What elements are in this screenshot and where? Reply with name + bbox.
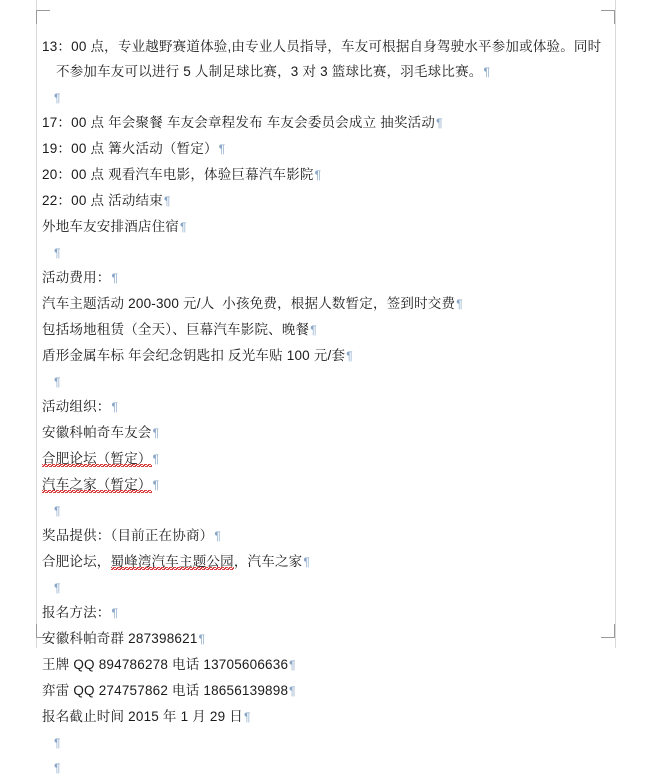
paragraph-mark: ¶ xyxy=(54,581,61,595)
paragraph-text: 弈雷 QQ 274757862 电话 18656139898 xyxy=(42,683,289,698)
paragraph-mark: ¶ xyxy=(456,297,463,311)
empty-paragraph xyxy=(42,755,612,780)
paragraph-mark: ¶ xyxy=(483,65,491,79)
paragraph xyxy=(42,652,612,678)
paragraph xyxy=(42,626,612,652)
paragraph-mark: ¶ xyxy=(54,761,61,775)
paragraph xyxy=(42,523,612,549)
paragraph-text: 安徽科帕奇群 287398621 xyxy=(42,631,198,646)
paragraph xyxy=(42,317,612,343)
paragraph-mark: ¶ xyxy=(198,632,206,646)
paragraph-mark: ¶ xyxy=(289,684,296,698)
paragraph xyxy=(42,34,612,85)
spellcheck-underlined-text: 蜀峰湾汽车主题公园 xyxy=(110,554,234,569)
paragraph-text: 20：00 点 观看汽车电影，体验巨幕汽车影院 xyxy=(42,167,314,182)
paragraph-mark: ¶ xyxy=(436,116,443,130)
empty-paragraph xyxy=(42,498,612,523)
empty-paragraph xyxy=(42,575,612,600)
empty-paragraph xyxy=(42,85,612,110)
paragraph-mark: ¶ xyxy=(214,529,222,543)
paragraph-text: 19：00 点 篝火活动（暂定） xyxy=(42,141,218,156)
paragraph-text: 合肥论坛，蜀峰湾汽车主题公园，汽车之家 xyxy=(42,554,303,569)
paragraph-text: 安徽科帕奇车友会 xyxy=(42,425,152,440)
paragraph-mark: ¶ xyxy=(54,375,61,389)
paragraph-text: 王牌 QQ 894786278 电话 13705606636 xyxy=(42,657,289,672)
paragraph-mark: ¶ xyxy=(218,142,226,156)
margin-mark-top-right xyxy=(601,10,615,24)
paragraph-mark: ¶ xyxy=(346,349,353,363)
empty-paragraph xyxy=(42,369,612,394)
paragraph-text: 盾形金属车标 年会纪念钥匙扣 反光车贴 100 元/套 xyxy=(42,348,346,363)
paragraph-mark: ¶ xyxy=(111,400,119,414)
paragraph-text: 活动费用： xyxy=(42,270,111,285)
paragraph-mark: ¶ xyxy=(54,736,61,750)
paragraph-text: 外地车友安排酒店住宿 xyxy=(42,219,179,234)
paragraph-mark: ¶ xyxy=(54,91,61,105)
paragraph xyxy=(42,162,612,188)
paragraph-mark: ¶ xyxy=(163,194,171,208)
paragraph-mark: ¶ xyxy=(310,323,317,337)
paragraph xyxy=(42,472,612,498)
paragraph-text: 汽车之家（暂定） xyxy=(42,477,152,492)
empty-paragraph xyxy=(42,240,612,265)
paragraph-text: 13：00 点，专业越野赛道体验,由专业人员指导，车友可根据自身驾驶水平参加或体验。同时不参加车友可以进行 5 人制足球比赛，3 对 3 篮球比赛，羽毛球比赛。 xyxy=(42,39,602,79)
paragraph-mark: ¶ xyxy=(314,168,322,182)
paragraph-mark: ¶ xyxy=(243,710,251,724)
paragraph-text: 报名方法： xyxy=(42,605,111,620)
paragraph-mark: ¶ xyxy=(289,658,296,672)
paragraph xyxy=(42,291,612,317)
paragraph-mark: ¶ xyxy=(152,452,160,466)
paragraph xyxy=(42,343,612,369)
paragraph xyxy=(42,446,612,472)
paragraph-mark: ¶ xyxy=(152,426,160,440)
paragraph xyxy=(42,110,612,136)
paragraph-text: 22：00 点 活动结束 xyxy=(42,193,163,208)
paragraph xyxy=(42,188,612,214)
paragraph-mark: ¶ xyxy=(180,220,187,234)
paragraph xyxy=(42,600,612,626)
paragraph-text: 奖品提供：（目前正在协商） xyxy=(42,528,214,543)
paragraph xyxy=(42,136,612,162)
paragraph-mark: ¶ xyxy=(303,555,310,569)
paragraph-mark: ¶ xyxy=(54,504,61,518)
paragraph-text: 汽车主题活动 200-300 元/人 小孩免费，根据人数暂定，签到时交费 xyxy=(42,296,456,311)
paragraph-text: 报名截止时间 2015 年 1 月 29 日 xyxy=(42,709,243,724)
margin-mark-top-left xyxy=(36,10,50,24)
paragraph xyxy=(42,549,612,575)
paragraph-mark: ¶ xyxy=(111,271,119,285)
paragraph xyxy=(42,678,612,704)
paragraph xyxy=(42,265,612,291)
paragraph-text: 包括场地租赁（全天）、巨幕汽车影院、晚餐 xyxy=(42,322,310,337)
paragraph-text: 活动组织： xyxy=(42,399,111,414)
paragraph xyxy=(42,214,612,240)
paragraph-text: 合肥论坛（暂定） xyxy=(42,451,152,466)
paragraph-mark: ¶ xyxy=(54,246,61,260)
paragraph-text: 17：00 点 年会聚餐 车友会章程发布 车友会委员会成立 抽奖活动 xyxy=(42,115,436,130)
paragraph-mark: ¶ xyxy=(152,478,160,492)
empty-paragraph xyxy=(42,730,612,755)
paragraph xyxy=(42,394,612,420)
paragraph-mark: ¶ xyxy=(111,606,119,620)
paragraph xyxy=(42,704,612,730)
document-body[interactable] xyxy=(42,34,612,780)
paragraph xyxy=(42,420,612,446)
